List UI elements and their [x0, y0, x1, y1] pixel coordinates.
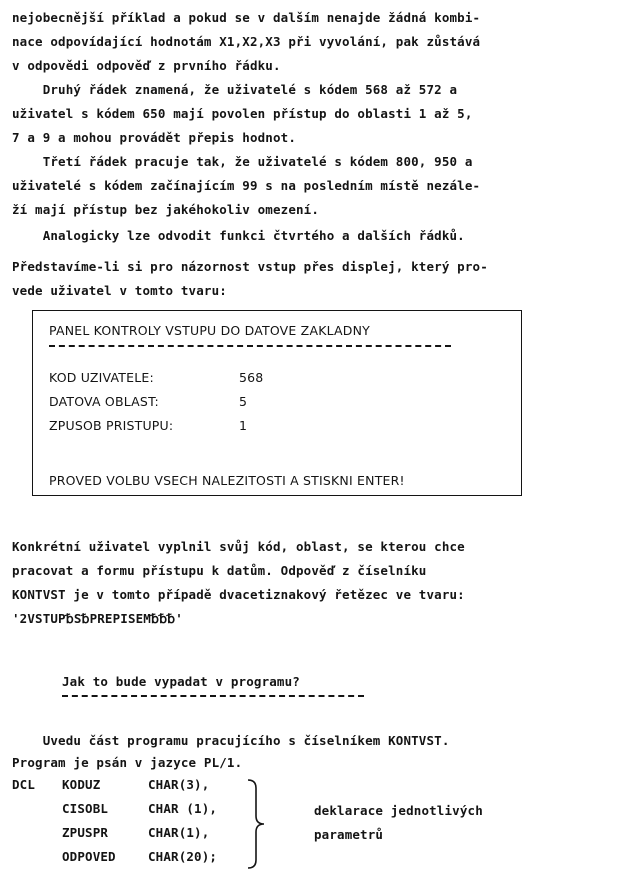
text-line: nejobecnější příklad a pokud se v dalším nenajde žádná kombi-: [12, 10, 481, 25]
text-line: Třetí řádek pracuje tak, že uživatelé s kódem 800, 950 a: [12, 154, 473, 169]
panel-title: PANEL KONTROLY VSTUPU DO DATOVE ZAKLADNY: [49, 323, 371, 338]
text-line: Druhý řádek znamená, že uživatelé s kódem 568 až 572 a: [12, 82, 458, 97]
text-line: 7 a 9 a mohou provádět přepis hodnot.: [12, 130, 296, 145]
code-decl-type: CHAR(20);: [148, 849, 218, 864]
field-label-user-code: KOD UZIVATELE:: [49, 370, 154, 385]
code-decl-type: CHAR(1),: [148, 825, 210, 840]
code-decl-type: CHAR (1),: [148, 801, 218, 816]
text-line: KONTVST je v tomto případě dvacetiznakový řetězec ve tvaru:: [12, 587, 465, 602]
field-label-data-area: DATOVA OBLAST:: [49, 394, 159, 409]
display-panel: [32, 310, 522, 496]
text-line: Představíme-li si pro názornost vstup přes displej, který pro-: [12, 259, 488, 274]
text-line: vede uživatel v tomto tvaru:: [12, 283, 227, 298]
code-decl-type: CHAR(3),: [148, 777, 210, 792]
code-decl-name: CISOBL: [62, 801, 109, 816]
text-line: Uvedu část programu pracujícího s číselníkem KONTVST.: [12, 733, 450, 748]
code-decl-name: ODPOVED: [62, 849, 116, 864]
code-decl-name: ZPUSPR: [62, 825, 109, 840]
text-line: Konkrétní uživatel vyplnil svůj kód, oblast, se kterou chce: [12, 539, 465, 554]
text-line: uživatel s kódem 650 mají povolen přístup do oblasti 1 až 5,: [12, 106, 473, 121]
field-value-access-mode: 1: [239, 418, 248, 433]
code-comment: deklarace jednotlivých: [314, 803, 483, 818]
text-line: nace odpovídající hodnotám X1,X2,X3 při vyvolání, pak zůstává: [12, 34, 481, 49]
panel-title-underline: [49, 345, 451, 347]
section-heading-underline: [62, 695, 364, 697]
text-line: uživatelé s kódem začínajícím 99 s na posledním místě nezále-: [12, 178, 481, 193]
panel-footer: PROVED VOLBU VSECH NALEZITOSTI A STISKNI ENTER!: [49, 473, 405, 488]
section-heading: Jak to bude vypadat v programu?: [62, 674, 300, 689]
field-value-data-area: 5: [239, 394, 248, 409]
text-line: ží mají přístup bez jakéhokoliv omezení.: [12, 202, 320, 217]
text-line: pracovat a formu přístupu k datům. Odpověď z číselníku: [12, 563, 427, 578]
text-line: Program je psán v jazyce PL/1.: [12, 755, 243, 770]
code-comment: parametrů: [314, 827, 384, 842]
text-line: '2VSTUP␢S␢PREPISEM␢␢␢': [12, 611, 183, 626]
text-line: v odpovědi odpověď z prvního řádku.: [12, 58, 281, 73]
code-decl-name: KODUZ: [62, 777, 101, 792]
code-keyword: DCL: [12, 777, 36, 792]
curly-brace-icon: [244, 778, 266, 870]
field-value-user-code: 568: [239, 370, 264, 385]
field-label-access-mode: ZPUSOB PRISTUPU:: [49, 418, 174, 433]
text-line: Analogicky lze odvodit funkci čtvrtého a dalších řádků.: [12, 228, 465, 243]
